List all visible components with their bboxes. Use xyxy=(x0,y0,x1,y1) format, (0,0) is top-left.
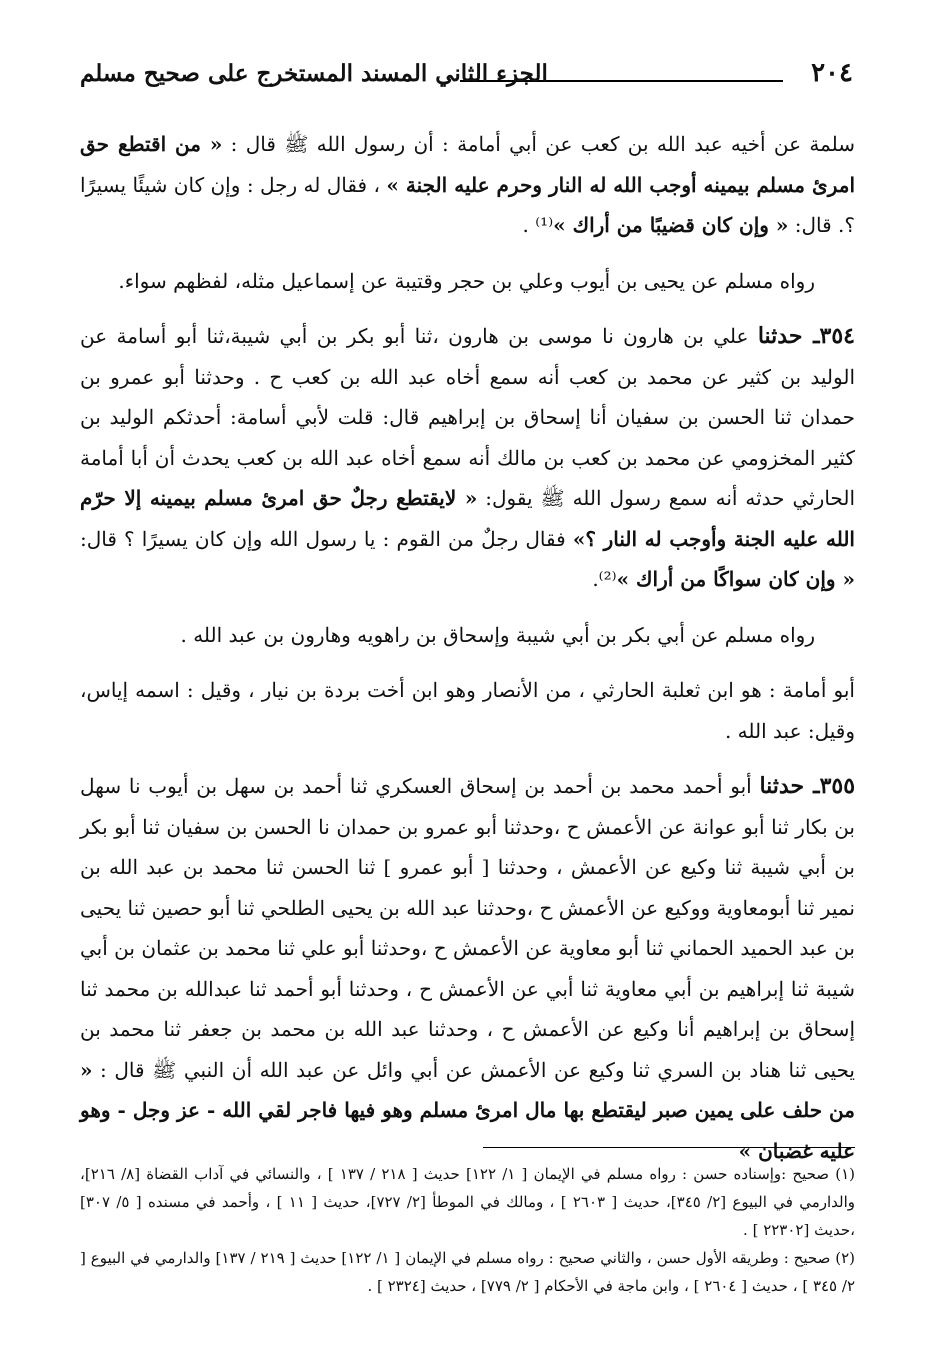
paragraph-5: أبو أمامة : هو ابن ثعلبة الحارثي ، من الأنصار وهو ابن أخت بردة بن نيار ، وقيل : اسمه إياس، وقيل: عبد الله . xyxy=(80,678,855,743)
running-title: الجزء الثاني المسند المستخرج على صحيح مسلم xyxy=(80,60,548,87)
hadith-quote: « وإن كان سواكًا من أراك » xyxy=(616,567,855,591)
hadith-number: ٣٥٤ـ حدثنا xyxy=(757,323,855,349)
hadith-354: ٣٥٤ـ حدثنا علي بن هارون نا موسى بن هارون ،ثنا أبو بكر بن أبي شيبة،ثنا أبو أسامة عن الوليد بن كثير عن محمد بن كعب أنه سمع أخاه عبد الله بن كعب ح . وحدثنا أبو عمرو بن حمدان ثنا الحسن بن سفيان أنا إسحاق بن إبراهيم قال: قلت لأبي أسامة: أحدثكم الوليد بن كثير المخزومي عن محمد بن كعب بن مالك أنه سمع أخاه عبد الله بن كعب يحدث أن أبا أمامة الحارثي حدثه أنه سمع رسول الله ﷺ يقول: « لايقتطع رجلٌ حق امرئ مسلم بيمينه إلا حرّم الله عليه الجنة وأوجب له النار ؟» فقال رجلٌ من القوم : يا رسول الله وإن كان يسيرًا ؟ قال: « وإن كان سواكًا من أراك »⁽²⁾. xyxy=(80,323,855,591)
paragraph-4: رواه مسلم عن أبي بكر بن أبي شيبة وإسحاق بن راهويه وهارون بن عبد الله . xyxy=(180,622,815,647)
footnote-2: (٢) صحيح : وطريقه الأول حسن ، والثاني صحيح : رواه مسلم في الإيمان [ ١/ ١٢٢] حديث [ ٢١٩ / ١٣٧] والدارمي في البيوع [ ٢/ ٣٤٥ ] ، حديث [ ٢٦٠٤ ] ، وابن ماجة في الأحكام [ ٢/ ٧٧٩] ، حديث [٢٣٢٤ ] . xyxy=(80,1249,856,1295)
footnote-ref: ⁽²⁾. xyxy=(592,567,617,591)
hadith-quote: « لايقتطع رجلٌ حق امرئ مسلم بيمينه إلا حرّم الله عليه الجنة وأوجب له النار ؟» xyxy=(80,486,855,551)
paragraph-2: رواه مسلم عن يحيى بن أيوب وعلي بن حجر وقتيبة عن إسماعيل مثله، لفظهم سواء. xyxy=(118,268,815,293)
hadith-quote: « من اقتطع حق امرئ مسلم بيمينه أوجب الله له النار وحرم عليه الجنة » xyxy=(80,132,856,197)
hadith-quote: « من حلف على يمين صبر ليقتطع بها مال امرئ مسلم وهو فيها فاجر لقي الله - عز وجل - وهو عليه غضبان » xyxy=(80,1057,855,1163)
footnote-1: (١) صحيح :وإسناده حسن : رواه مسلم في الإيمان [ ١/ ١٢٢] حديث [ ٢١٨ / ١٣٧ ] ، والنسائي في آداب القضاة [٨/ ٢١٦]، والدارمي في البيوع [٢/ ٣٤٥]، حديث [ ٢٦٠٣ ] ، ومالك في الموطأ [٢/ ٧٢٧]، حديث [ ١١ ] ، وأحمد في مسنده [ ٥/ ٣٠٧] ،حديث [٢٢٣٠٢ ] . xyxy=(80,1165,856,1239)
footnote-rule xyxy=(483,1147,855,1148)
hadith-quote: « وإن كان قضيبًا من أراك » xyxy=(553,213,789,237)
main-text xyxy=(80,124,855,1171)
hadith-number: ٣٥٥ـ حدثنا xyxy=(759,773,856,799)
page-header xyxy=(80,58,853,98)
hadith-355: ٣٥٥ـ حدثنا أبو أحمد محمد بن أحمد بن إسحاق العسكري ثنا أحمد بن سهل بن أيوب نا سهل بن بكار ثنا أبو عوانة عن الأعمش ح ،وحدثنا أبو عمرو بن حمدان نا الحسن بن سفيان ثنا أبو بكر بن أبي شيبة ثنا وكيع عن الأعمش ، وحدثنا [ أبو عمرو ] ثنا الحسن ثنا محمد بن عبد الله بن نمير ثنا أبومعاوية ووكيع عن الأعمش ح ،وحدثنا عبد الله بن يحيى الطلحي ثنا أبو حصين ثنا يحيى بن عبد الحميد الحماني ثنا أبو معاوية عن الأعمش ح ،وحدثنا أبو علي ثنا محمد بن عثمان بن أبي شيبة ثنا إبراهيم بن أبي معاوية ثنا أبي عن الأعمش ح ، وحدثنا أبو أحمد ثنا عبدالله بن محمد ثنا إسحاق بن إبراهيم أنا وكيع عن الأعمش ح ، وحدثنا عبد الله بن محمد بن جعفر ثنا محمد بن يحيى ثنا هناد بن السري ثنا وكيع عن الأعمش عن أبي وائل عن عبد الله أن النبي ﷺ قال : « من حلف على يمين صبر ليقتطع بها مال امرئ مسلم وهو فيها فاجر لقي الله - عز وجل - وهو عليه غضبان » xyxy=(80,773,856,1163)
footnote-ref: ⁽¹⁾ . xyxy=(522,213,554,237)
page-number: ٢٠٤ xyxy=(811,58,853,88)
footnotes xyxy=(80,1160,855,1300)
paragraph-1: سلمة عن أخيه عبد الله بن كعب عن أبي أمامة : أن رسول الله ﷺ قال : « من اقتطع حق امرئ مسلم بيمينه أوجب الله له النار وحرم عليه الجنة » ، فقال له رجل : وإن كان شيئًا يسيرًا ؟. قال: « وإن كان قضيبًا من أراك »⁽¹⁾ . xyxy=(80,132,856,237)
